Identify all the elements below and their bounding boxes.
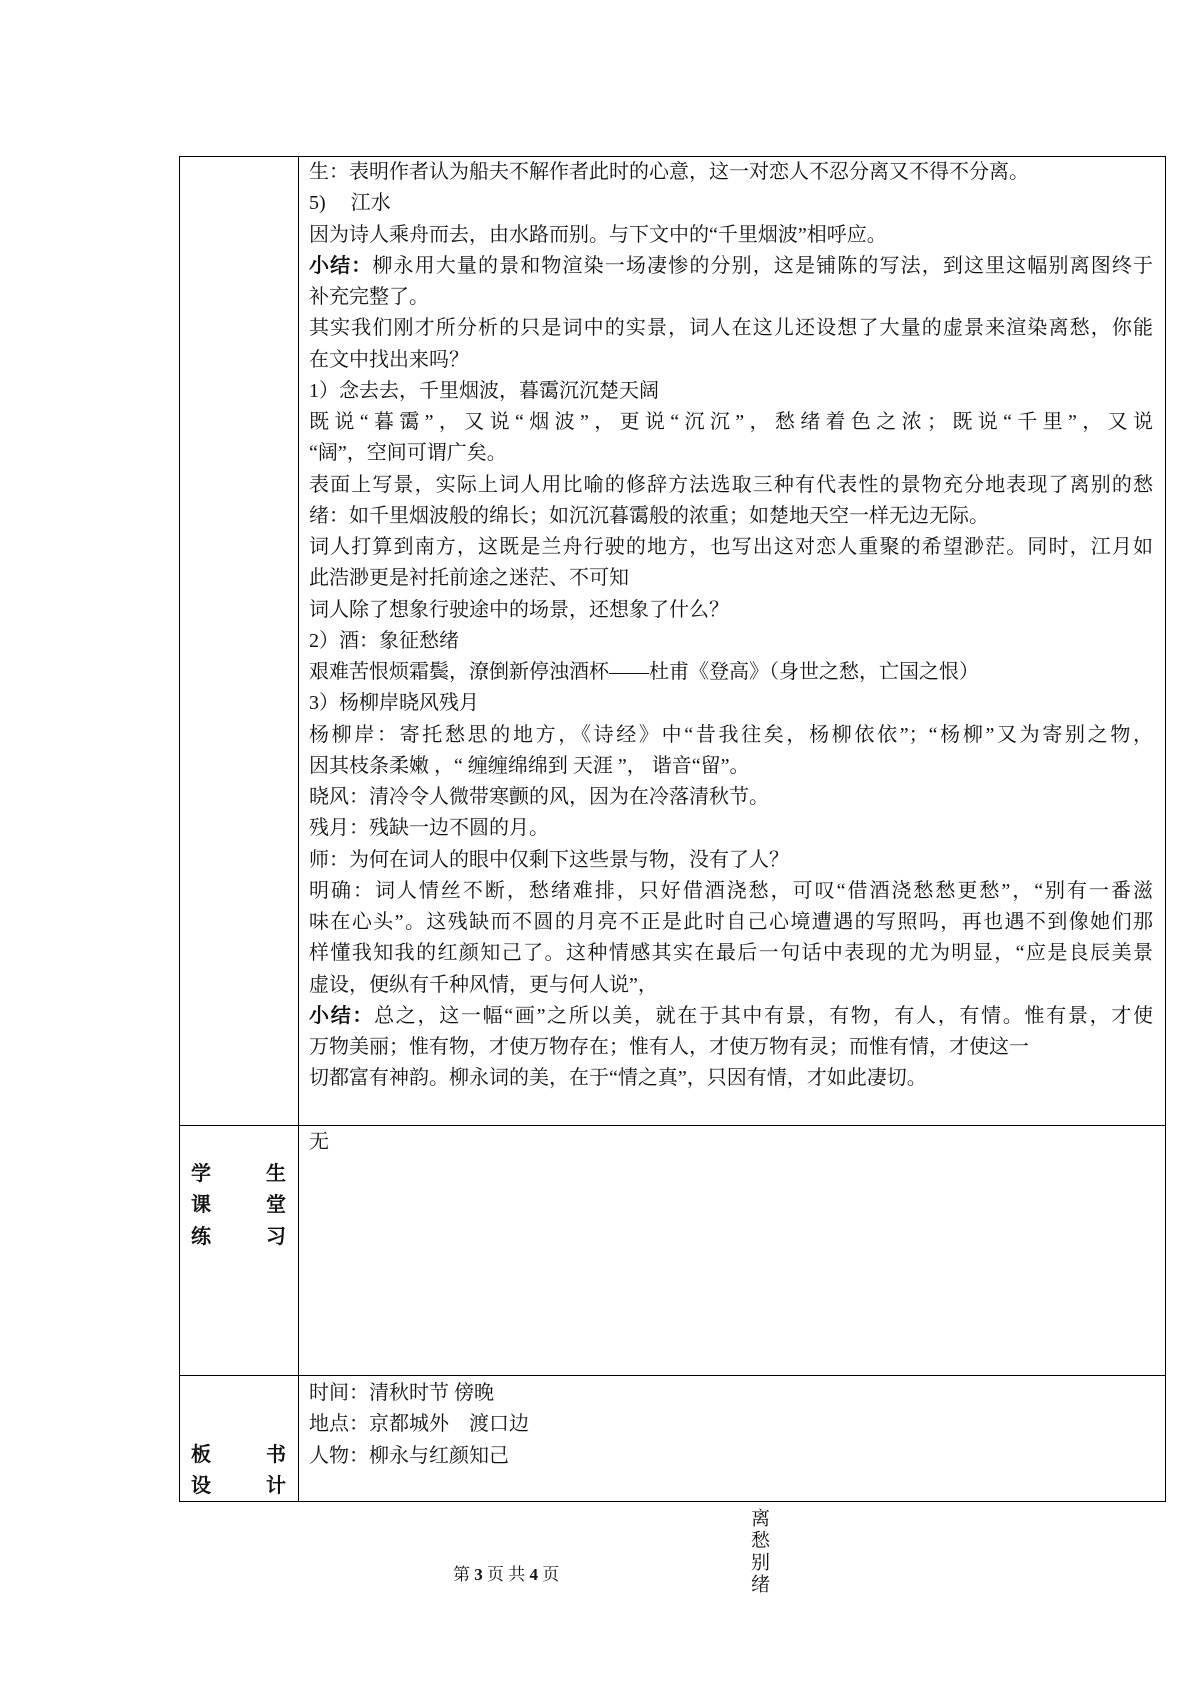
- line-text: 既说“暮霭”，又说“烟波”，更说“沉沉”，愁绪着色之浓；既说“千里”，又说: [309, 411, 1153, 433]
- content-line: [309, 1032, 1153, 1063]
- content-line: [309, 188, 1153, 219]
- line-text: 总之，这一幅“画”之所以美，就在于其中有景，有物，有人，有情。惟有景，才使: [374, 1004, 1154, 1027]
- line-text: 明确：词人情丝不断，愁绪难排，只好借酒浇愁，可叹“借酒浇愁愁更愁”，“别有一番滋: [309, 879, 1153, 902]
- content-line: [309, 1001, 1153, 1032]
- content-line: [309, 532, 1153, 563]
- line-text: 绪：如千里烟波般的绵长；如沉沉暮霭般的浓重；如楚地天空一样无边无际。: [309, 504, 989, 527]
- content-line: [309, 438, 1153, 469]
- current-page-number: 3: [474, 1565, 483, 1584]
- content-line: [309, 970, 1153, 1001]
- content-line: [309, 938, 1153, 969]
- line-text: 2）酒：象征愁绪: [309, 629, 459, 652]
- content-line: [309, 470, 1153, 501]
- content-line: [309, 1378, 1153, 1409]
- content-line: [309, 1441, 1153, 1472]
- content-line: [309, 782, 1153, 813]
- content-line: [309, 1409, 1153, 1440]
- line-text: 柳永用大量的景和物渲染一场凄惨的分别，这是铺陈的写法，到这里这幅别离图终于: [372, 254, 1154, 277]
- content-line: [309, 282, 1153, 313]
- content-line: [309, 251, 1153, 282]
- line-text: 切都富有神韵。柳永词的美，在于“情之真”，只因有情，才如此凄切。: [309, 1067, 927, 1090]
- content-line: [309, 313, 1153, 344]
- line-text: 因其枝条柔嫩 ，“ 缠缠绵绵到 天涯 ”， 谐音“留”。: [309, 754, 750, 777]
- line-text: 味在心头”。这残缺而不圆的月亮不正是此时自己心境遭遇的写照吗，再也遇不到像她们那: [309, 911, 1153, 933]
- line-text: 杨柳岸：寄托愁思的地方，《诗经》中“昔我往矣，杨柳依依”；“杨柳”又为寄别之物，: [309, 723, 1153, 746]
- content-line: [309, 345, 1153, 376]
- line-text: 万物美丽；惟有物，才使万物存在；惟有人，才使万物有灵；而惟有情，才使这一: [309, 1036, 1029, 1058]
- content-line: [309, 657, 1153, 688]
- row-label-line: 设计: [191, 1475, 286, 1498]
- content-line: [309, 595, 1153, 626]
- content-line: [309, 688, 1153, 719]
- table-row-class-exercise: [180, 1125, 1165, 1376]
- line-text: 艰难苦恨烦霜鬓，潦倒新停浊酒杯——杜甫《登高》（身世之愁，亡国之恨）: [309, 661, 979, 683]
- content-line: [309, 407, 1153, 438]
- content-line: [309, 220, 1153, 251]
- content-line: [309, 876, 1153, 907]
- line-text: 5) 江水: [309, 192, 391, 215]
- summary-label: 小结：: [309, 254, 373, 277]
- line-text: 3）杨柳岸晓风残月: [309, 692, 479, 715]
- line-text: 残月：残缺一边不圆的月。: [309, 817, 549, 840]
- content-line: [309, 501, 1153, 532]
- line-text: 在文中找出来吗？: [309, 348, 469, 371]
- line-text: 因为诗人乘舟而去，由水路而别。与下文中的“千里烟波”相呼应。: [309, 223, 887, 246]
- row-label-line: 学生: [191, 1163, 286, 1185]
- line-text: 时间：清秋时节 傍晚: [309, 1382, 494, 1404]
- line-text: 补充完整了。: [309, 286, 429, 308]
- row-label-line: 课堂: [191, 1194, 286, 1217]
- line-text: 其实我们刚才所分析的只是词中的实景，词人在这儿还设想了大量的虚景来渲染离愁，你能: [309, 317, 1153, 340]
- content-line: [309, 751, 1153, 782]
- content-line: [309, 813, 1153, 844]
- row-label-line: 板书: [191, 1444, 286, 1466]
- line-text: 此浩渺更是衬托前途之迷茫、不可知: [309, 567, 629, 590]
- row-label-class-exercise: [191, 1159, 286, 1253]
- content-line: [309, 845, 1153, 876]
- line-text: 人物：柳永与红颜知己: [309, 1444, 509, 1467]
- line-text: 师：为何在词人的眼中仅剩下这些景与物，没有了人？: [309, 848, 789, 871]
- line-text: 晓风：清冷令人微带寒颤的风，因为在冷落清秋节。: [309, 786, 769, 808]
- content-line: [309, 1127, 1153, 1158]
- line-text: 词人打算到南方，这既是兰舟行驶的地方，也写出这对恋人重聚的希望渺茫。同时，江月如: [309, 536, 1153, 558]
- content-line: [309, 157, 1153, 188]
- content-line: [309, 626, 1153, 657]
- content-line: [309, 1063, 1153, 1094]
- line-text: “阔”，空间可谓广矣。: [309, 442, 507, 465]
- table-row-teaching-process: [180, 157, 1165, 1125]
- line-text: 虚设，便纵有千种风情，更与何人说”，: [309, 973, 658, 996]
- line-text: 无: [309, 1131, 329, 1153]
- board-vertical-note: 离愁别绪: [748, 1508, 769, 1596]
- row-label-board-design: [191, 1440, 286, 1503]
- footer-prefix: 第: [453, 1565, 475, 1584]
- lesson-plan-table: [179, 156, 1166, 1502]
- row-content-class-exercise: [309, 1127, 1153, 1158]
- page-footer: [453, 1564, 559, 1586]
- content-line: [309, 376, 1153, 407]
- summary-label: 小结：: [309, 1004, 375, 1027]
- content-line: [309, 563, 1153, 594]
- content-line: [309, 720, 1153, 751]
- row-content-board-design: [309, 1378, 1153, 1472]
- line-text: 地点：京都城外 渡口边: [309, 1413, 529, 1436]
- line-text: 词人除了想象行驶途中的场景，还想象了什么？: [309, 598, 729, 621]
- line-text: 1）念去去，千里烟波，暮霭沉沉楚天阔: [309, 379, 659, 402]
- line-text: 生：表明作者认为船夫不解作者此时的心意，这一对恋人不忍分离又不得不分离。: [309, 161, 1029, 183]
- line-text: 表面上写景，实际上词人用比喻的修辞方法选取三种有代表性的景物充分地表现了离别的愁: [309, 473, 1153, 496]
- footer-middle: 页 共: [482, 1565, 530, 1584]
- footer-suffix: 页: [538, 1565, 560, 1584]
- total-page-count: 4: [529, 1565, 538, 1584]
- line-text: 样懂我知我的红颜知己了。这种情感其实在最后一句话中表现的尤为明显，“应是良辰美景: [309, 942, 1153, 965]
- content-line: [309, 907, 1153, 938]
- row-content: [309, 157, 1153, 1095]
- table-row-board-design: [180, 1375, 1165, 1502]
- row-label-line: 练习: [191, 1225, 286, 1248]
